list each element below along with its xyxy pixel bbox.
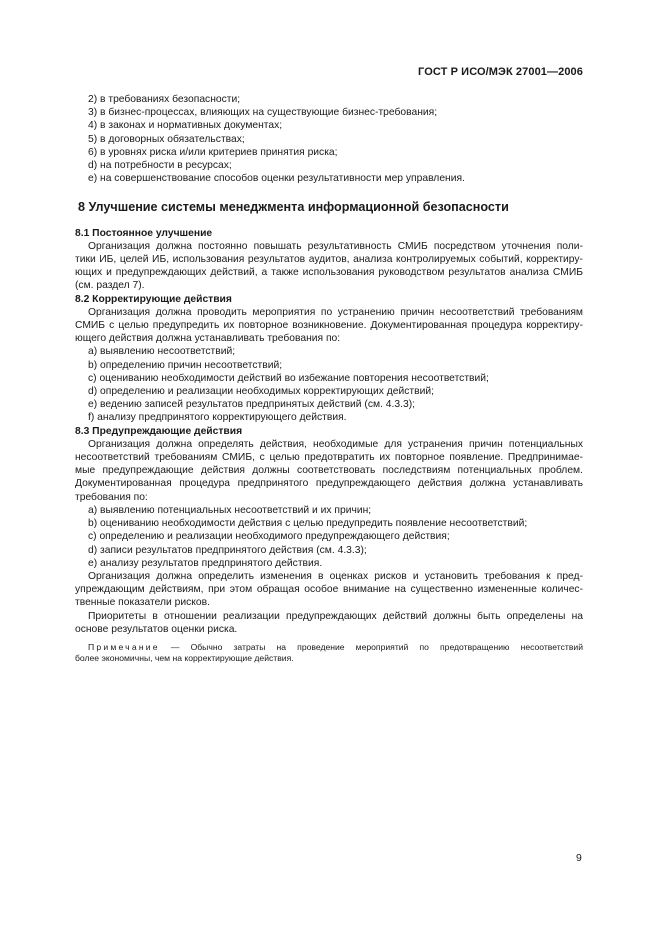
list-item: e) на совершенствование способов оценки результативности мер управления. (88, 173, 465, 185)
note-line: более экономичны, чем на корректирующие действия. (75, 653, 294, 664)
text-line: тики ИБ, целей ИБ, использования результатов аудитов, анализа контролируемых событий, корректиру- (75, 254, 583, 266)
page-number: 9 (576, 852, 582, 864)
list-item: e) анализу результатов предпринятого действия. (88, 557, 323, 569)
subsection-8-3-paragraph (75, 438, 583, 504)
document-header: ГОСТ Р ИСО/МЭК 27001—2006 (418, 66, 583, 78)
intro-list (75, 93, 583, 185)
note-label: Примечание (88, 641, 160, 652)
list-item: d) определению и реализации необходимых корректирующих действий; (88, 386, 434, 398)
list-item: a) выявлению несоответствий; (88, 346, 236, 358)
text-line: ющего действия должна устанавливать требования по: (75, 333, 341, 345)
risk-changes-paragraph (75, 570, 583, 610)
text-line: (см. раздел 7). (75, 280, 145, 292)
subsection-8-1-heading: 8.1 Постоянное улучшение (75, 227, 213, 239)
note-line (75, 642, 583, 654)
list-item: c) оцениванию необходимости действий во избежание повторения несоответствий; (88, 372, 489, 384)
list-item: 5) в договорных обязательствах; (88, 133, 245, 145)
text-line: Организация должна определять действия, необходимые для устранения причин потенциальных (88, 438, 583, 450)
list-item: c) определению и реализации необходимого предупреждающего действия; (88, 531, 450, 543)
subsection-8-2-heading: 8.2 Корректирующие действия (75, 293, 232, 305)
list-item: d) на потребности в ресурсах; (88, 160, 232, 172)
text-line: Документированная процедура предпринятого предупреждающего действия должна устанавливать (75, 478, 583, 490)
list-item: 2) в требованиях безопасности; (88, 94, 241, 105)
subsection-8-3-heading: 8.3 Предупреждающие действия (75, 425, 243, 437)
text-line: Приоритеты в отношении реализации предупреждающих действий должны быть определены на (88, 610, 583, 622)
subsection-8-2-paragraph (75, 306, 583, 346)
text-line: мые предупреждающие действия должны соответствовать последствиям потенциальных проблем. (75, 465, 583, 477)
text-line: СМИБ с целью предупредить их повторное возникновение. Документированная процедура корректиру- (75, 320, 583, 332)
list-item: e) ведению записей результатов предпринятых действий (см. 4.3.3); (88, 399, 415, 411)
list-item: 3) в бизнес-процессах, влияющих на существующие бизнес-требования; (88, 107, 438, 119)
text-line: основе результатов оценки риска. (75, 623, 238, 635)
corrective-actions-list (75, 345, 583, 424)
note (75, 642, 583, 665)
text-line: Организация должна определить изменения в оценках рисков и установить требования к пред- (88, 570, 583, 582)
text-line: упреждающим действиям, при этом обращая особое внимание на существенно измененные количес- (75, 584, 583, 596)
list-item: a) выявлению потенциальных несоответствий и их причин; (88, 504, 372, 516)
subsection-8-1-paragraph (75, 240, 583, 293)
text-line: требования по: (75, 491, 148, 503)
preventive-actions-list (75, 504, 583, 570)
list-item: b) оцениванию необходимости действия с целью предупредить появление несоответствий; (88, 518, 528, 530)
list-item: b) определению причин несоответствий; (88, 359, 283, 371)
list-item: 4) в законах и нормативных документах; (88, 120, 283, 132)
list-item: 6) в уровнях риска и/или критериев принятия риска; (88, 146, 338, 158)
list-item: d) записи результатов предпринятого действия (см. 4.3.3); (88, 544, 367, 556)
note-text: — Обычно затраты на проведение мероприятий по предотвращению несоответствий (159, 641, 583, 652)
text-line: твенные показатели рисков. (75, 597, 210, 609)
text-line: Организация должна проводить мероприятия по устранению причин несоответствий требованиям (88, 306, 583, 318)
text-line: несоответствий требованиям СМИБ, с целью предотвратить их повторное появление. Предпринимае- (75, 452, 583, 464)
priorities-paragraph (75, 610, 583, 636)
section-8-heading: 8 Улучшение системы менеджмента информационной безопасности (78, 200, 509, 215)
page-body (75, 93, 583, 665)
text-line: Организация должна постоянно повышать результативность СМИБ посредством уточнения поли- (88, 240, 583, 252)
text-line: ющих и предупреждающих действий, а также использования руководством результатов анализа СМИБ (75, 267, 583, 279)
list-item: f) анализу предпринятого корректирующего действия. (88, 412, 347, 424)
